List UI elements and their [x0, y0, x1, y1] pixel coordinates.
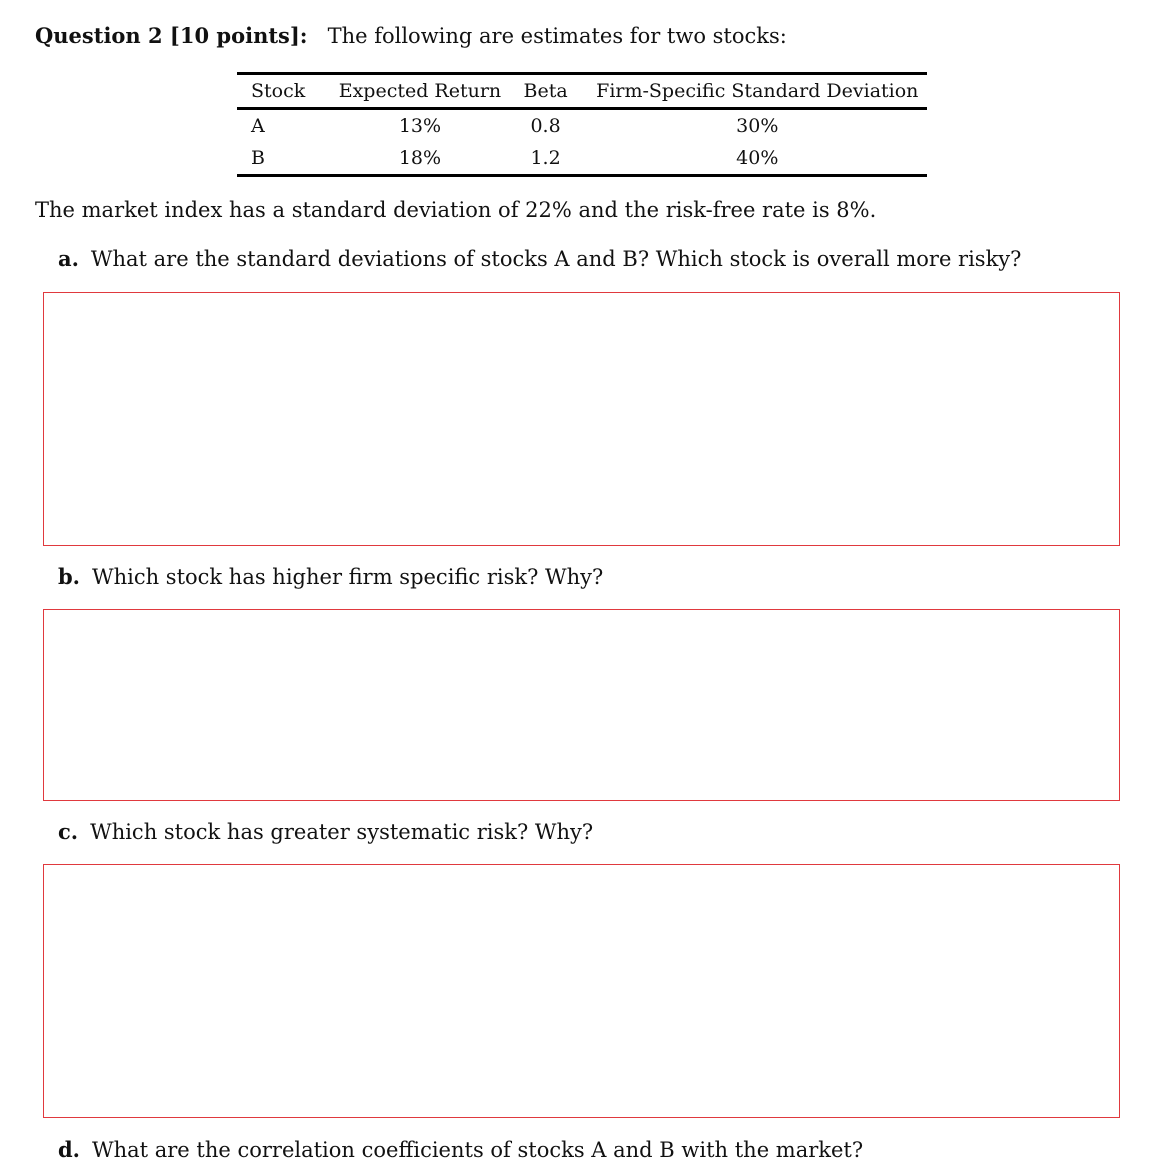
answer-box-c[interactable]: [43, 864, 1120, 1118]
market-info: The market index has a standard deviation of 22% and the risk-free rate is 8%.: [35, 198, 877, 222]
part-d-text: What are the correlation coefficients of stocks A and B with the market?: [92, 1138, 864, 1162]
question-header: [35, 22, 787, 50]
part-a-text: What are the standard deviations of stocks A and B? Which stock is overall more risky?: [90, 247, 1022, 271]
cell-beta: 1.2: [504, 142, 588, 176]
header-firm-specific-sd: Firm-Specific Standard Deviation: [588, 74, 927, 109]
cell-stock: A: [251, 115, 265, 137]
header-stock: Stock: [237, 74, 336, 109]
cell-expected-return: 18%: [336, 142, 503, 176]
question-title: Question 2 [10 points]:: [35, 23, 308, 48]
cell-expected-return: 13%: [398, 115, 442, 137]
cell-firm-specific-sd: 30%: [736, 115, 779, 137]
cell-beta: 0.8: [530, 115, 561, 137]
answer-box-a[interactable]: [43, 292, 1120, 546]
part-b-question: [58, 563, 603, 591]
stock-estimates-table: [237, 72, 927, 177]
part-a-label: a.: [58, 246, 79, 271]
answer-box-b[interactable]: [43, 609, 1120, 801]
part-d-question: [58, 1136, 863, 1164]
cell-stock: B: [237, 142, 336, 176]
part-b-text: Which stock has higher firm specific risk? Why?: [92, 565, 604, 589]
question-intro: The following are estimates for two stocks:: [327, 24, 787, 48]
table-row: [237, 142, 927, 176]
cell-firm-specific-sd: 40%: [588, 142, 927, 176]
table-row: [237, 109, 927, 143]
part-c-question: [58, 818, 593, 846]
table-header-row: [237, 74, 927, 109]
part-c-text: Which stock has greater systematic risk? Why?: [90, 820, 594, 844]
part-b-label: b.: [58, 564, 80, 589]
header-beta: Beta: [504, 74, 588, 109]
header-expected-return: Expected Return: [336, 74, 503, 109]
part-a-question: [58, 245, 1021, 273]
part-d-label: d.: [58, 1137, 80, 1162]
part-c-label: c.: [58, 819, 79, 844]
